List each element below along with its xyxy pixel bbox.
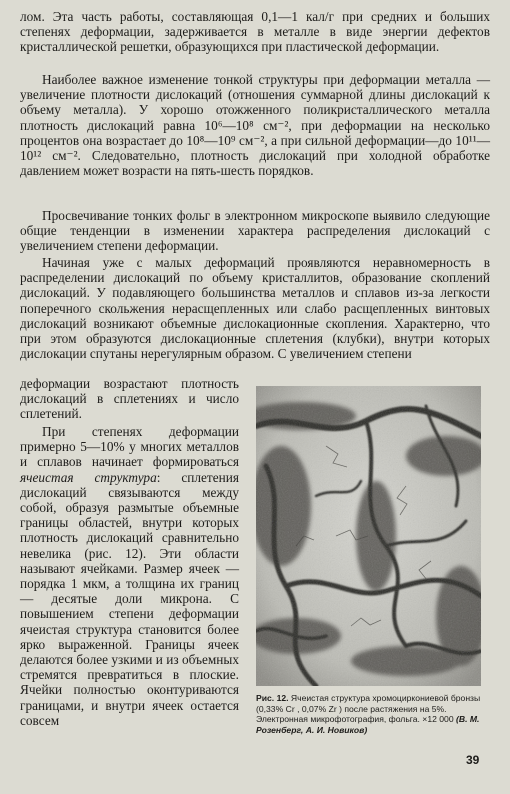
figure-label: Рис. 12. [256, 693, 289, 703]
page-number: 39 [466, 753, 480, 767]
paragraph-dislocation-tangles: Начиная уже с малых деформаций проявляются неравномерность в распределении дислокаций по объему кристаллитов, образование скоплений дислокаций. У подавляющего большинства металлов и сплавов из-за легкости поперечного скольжения нерасщепленных или слабо расщепленных винтовых дислокаций возникают объемные дислокационные скопления. Характерно, что при этом образуются дислокационные сплетения (клубки), внутри которых дислокации спутаны нерегулярным образом. С увеличением степени [20, 255, 490, 362]
paragraph-electron-microscopy: Просвечивание тонких фольг в электронном микроскопе выявило следующие общие тенденции в изменении характера распределения дислокаций с увеличением степени деформации. [20, 208, 490, 254]
paragraph-dislocation-density: Наиболее важное изменение тонкой структуры при деформации металла — увеличение плотности дислокаций (отношения суммарной длины дислокаций к объему металла). У хорошо отожженного поликристаллического металла плотность дислокаций равна 10⁶—10⁸ см⁻², при деформации на несколько процентов она возрастает до 10⁸—10⁹ см⁻², а при сильной деформации—до 10¹¹—10¹² см⁻². Следовательно, плотность дислокаций при холодной обработке давлением может возрасти на пять-шесть порядков. [20, 72, 490, 179]
paragraph-tangle-density: деформации возрастают плотность дислокаций в сплетениях и число сплетений. [20, 376, 239, 422]
figure-caption-text: Ячеистая структура хромоциркониевой бронзы (0,33% Cr , 0,07% Zr ) после растяжения на 5%. Электронная микрофотография, фольга. ×12 000 [256, 693, 481, 725]
figure-caption [256, 693, 482, 735]
paragraph-cell-structure [20, 424, 239, 728]
cell-structure-text-before: При степенях деформации примерно 5—10% у многих металлов и сплавов начинает формироваться [20, 424, 239, 470]
cell-structure-text-after: : сплетения дислокаций связываются между собой, образуя размытые объемные границы областей, внутри которых плотность дислокаций сравнительно невелика (рис. 12). Эти области называют ячейками. Размер ячеек — порядка 1 мкм, а толщина их границ — десятые доли микрона. С повышением степени деформации ячеистая структура становится более ярко выраженной. Границы ячеек делаются более узкими и из объемных стремятся превратиться в плоские. Ячейки полностью оконтуриваются границами, и внутри ячеек остается совсем [20, 469, 239, 728]
paragraph-continuation: лом. Эта часть работы, составляющая 0,1—1 кал/г при средних и больших степенях деформации, задерживается в металле в виде энергии дефектов кристаллической решетки, образующихся при пластической деформации. [20, 9, 490, 55]
micrograph-image [256, 386, 481, 686]
figure-authors: (В. М. Розенберг, А. И. Новиков) [256, 714, 480, 735]
micrograph-figure [256, 386, 481, 686]
cell-structure-term: ячеистая структура [20, 469, 157, 485]
